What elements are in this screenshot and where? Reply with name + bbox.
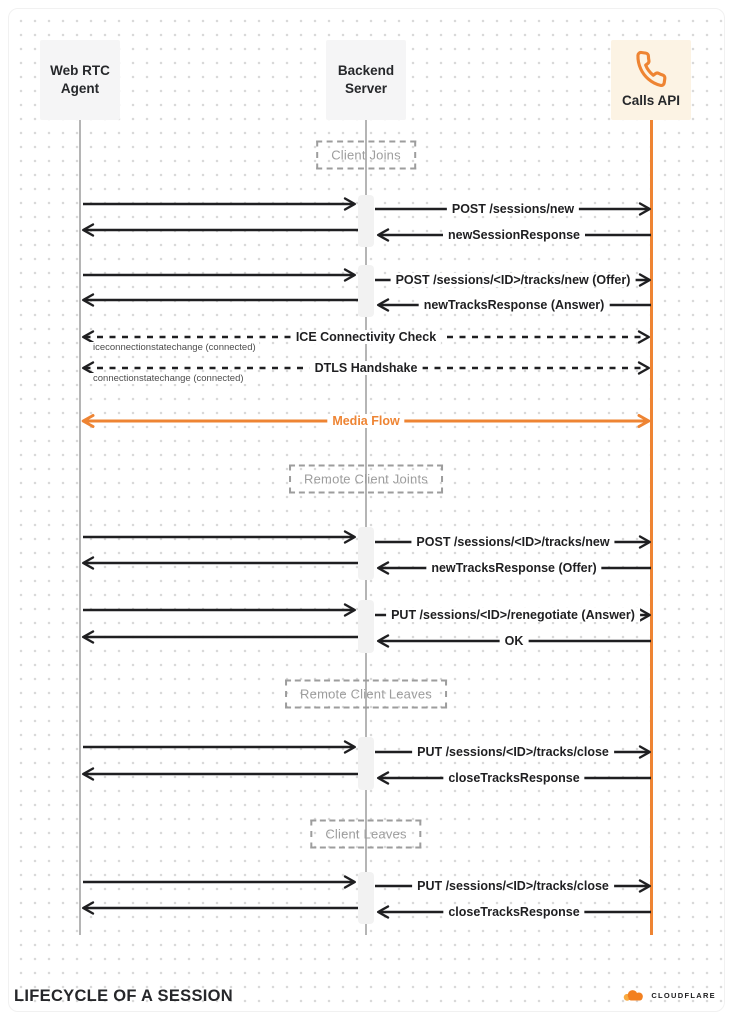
cloudflare-cloud-icon bbox=[622, 988, 647, 1002]
message-label: newTracksResponse (Answer) bbox=[419, 298, 610, 312]
message-arrow bbox=[82, 765, 358, 783]
actor-label: Web RTC Agent bbox=[50, 63, 110, 96]
cloudflare-logo bbox=[622, 988, 716, 1002]
message-label: POST /sessions/new bbox=[447, 202, 579, 216]
actor-calls-api bbox=[611, 40, 691, 120]
actor-label: Backend Server bbox=[337, 63, 395, 96]
lifeline-web-rtc-agent bbox=[79, 120, 81, 935]
message-arrow bbox=[83, 266, 356, 284]
message-arrow bbox=[82, 554, 358, 572]
message-arrow bbox=[83, 195, 356, 213]
activation-bar bbox=[358, 600, 374, 653]
message-sublabel: connectionstatechange (connected) bbox=[90, 373, 247, 384]
activation-bar bbox=[358, 737, 374, 790]
actor-label: Calls API bbox=[621, 92, 681, 108]
message-label: closeTracksResponse bbox=[443, 771, 584, 785]
message-label: ICE Connectivity Check bbox=[291, 330, 441, 344]
diagram-title: LIFECYCLE OF A SESSION bbox=[14, 987, 233, 1005]
message-label: newSessionResponse bbox=[443, 228, 585, 242]
activation-bar bbox=[358, 527, 374, 580]
section-label: Remote Client Joints bbox=[289, 465, 443, 494]
section-label: Client Leaves bbox=[310, 820, 421, 849]
activation-bar bbox=[358, 265, 374, 317]
phone-icon bbox=[631, 48, 672, 89]
message-arrow bbox=[83, 873, 356, 891]
section-label: Remote Client Leaves bbox=[285, 680, 447, 709]
message-arrow bbox=[83, 601, 356, 619]
message-arrow bbox=[83, 528, 356, 546]
message-arrow bbox=[82, 221, 358, 239]
message-label: newTracksResponse (Offer) bbox=[426, 561, 601, 575]
actor-backend-server bbox=[326, 40, 406, 120]
message-arrow bbox=[82, 899, 358, 917]
message-label: POST /sessions/<ID>/tracks/new (Offer) bbox=[391, 273, 636, 287]
message-label: OK bbox=[500, 634, 529, 648]
section-label: Client Joins bbox=[316, 141, 416, 170]
message-label: POST /sessions/<ID>/tracks/new bbox=[411, 535, 614, 549]
activation-bar bbox=[358, 872, 374, 924]
message-label: DTLS Handshake bbox=[310, 361, 423, 375]
message-label: PUT /sessions/<ID>/tracks/close bbox=[412, 745, 614, 759]
activation-bar bbox=[358, 195, 374, 247]
message-arrow bbox=[83, 738, 356, 756]
message-label: PUT /sessions/<ID>/tracks/close bbox=[412, 879, 614, 893]
message-arrow bbox=[82, 291, 358, 309]
actor-web-rtc-agent bbox=[40, 40, 120, 120]
message-sublabel: iceconnectionstatechange (connected) bbox=[90, 342, 259, 353]
message-label: Media Flow bbox=[327, 414, 404, 428]
brand-name: CLOUDFLARE bbox=[651, 990, 716, 1000]
message-label: PUT /sessions/<ID>/renegotiate (Answer) bbox=[386, 608, 640, 622]
message-label: closeTracksResponse bbox=[443, 905, 584, 919]
message-arrow bbox=[82, 628, 358, 646]
